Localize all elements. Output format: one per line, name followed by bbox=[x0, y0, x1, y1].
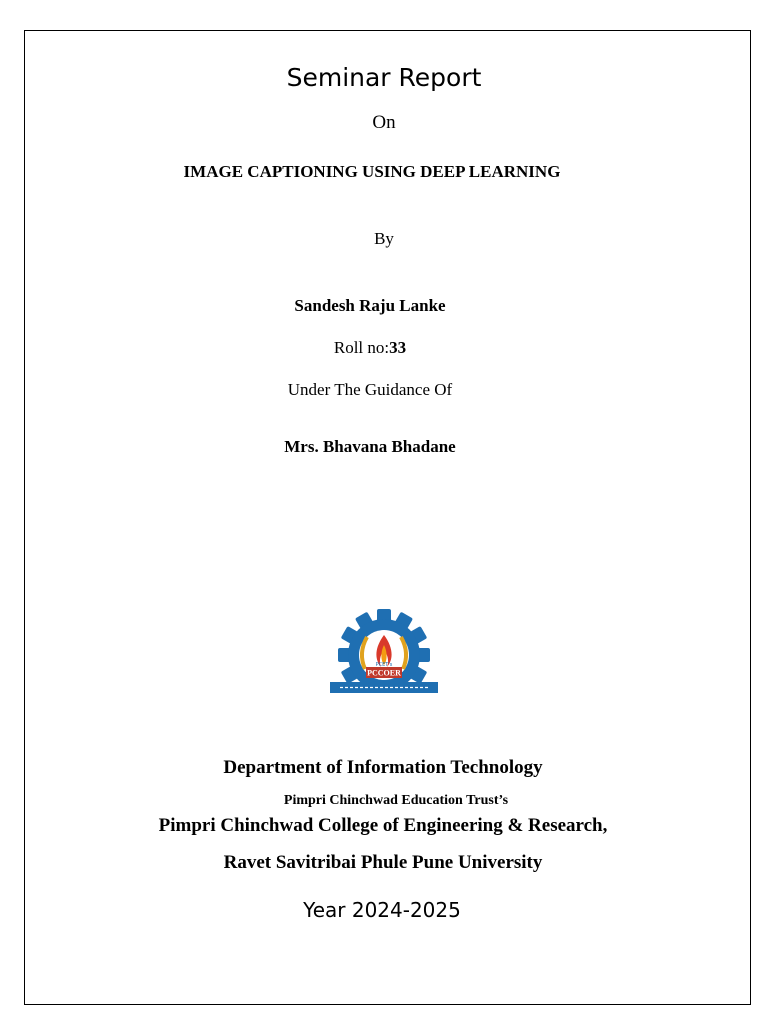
guide-name: Mrs. Bhavana Bhadane bbox=[284, 437, 456, 456]
on-label: On bbox=[372, 112, 396, 133]
roll-label: Roll no: bbox=[333, 338, 390, 357]
author-name: Sandesh Raju Lanke bbox=[294, 296, 446, 315]
trust-name: Pimpri Chinchwad Education Trust’s bbox=[283, 793, 509, 808]
logo-name-text: PCCOER bbox=[367, 668, 401, 678]
report-title: Seminar Report bbox=[286, 63, 482, 92]
department-name: Department of Information Technology bbox=[223, 757, 543, 778]
college-name: Pimpri Chinchwad College of Engineering & Research, bbox=[158, 815, 608, 836]
report-topic: IMAGE CAPTIONING USING DEEP LEARNING bbox=[183, 162, 561, 181]
pccoer-gear-logo-icon bbox=[326, 609, 442, 699]
guidance-label: Under The Guidance Of bbox=[287, 380, 453, 399]
by-label: By bbox=[374, 229, 394, 248]
roll-number: 33 bbox=[389, 338, 407, 357]
university-name: Ravet Savitribai Phule Pune University bbox=[223, 852, 543, 873]
roll-number-line bbox=[0, 338, 754, 358]
logo-banner-text: PCET's bbox=[375, 662, 393, 668]
academic-year: Year 2024-2025 bbox=[303, 898, 461, 922]
